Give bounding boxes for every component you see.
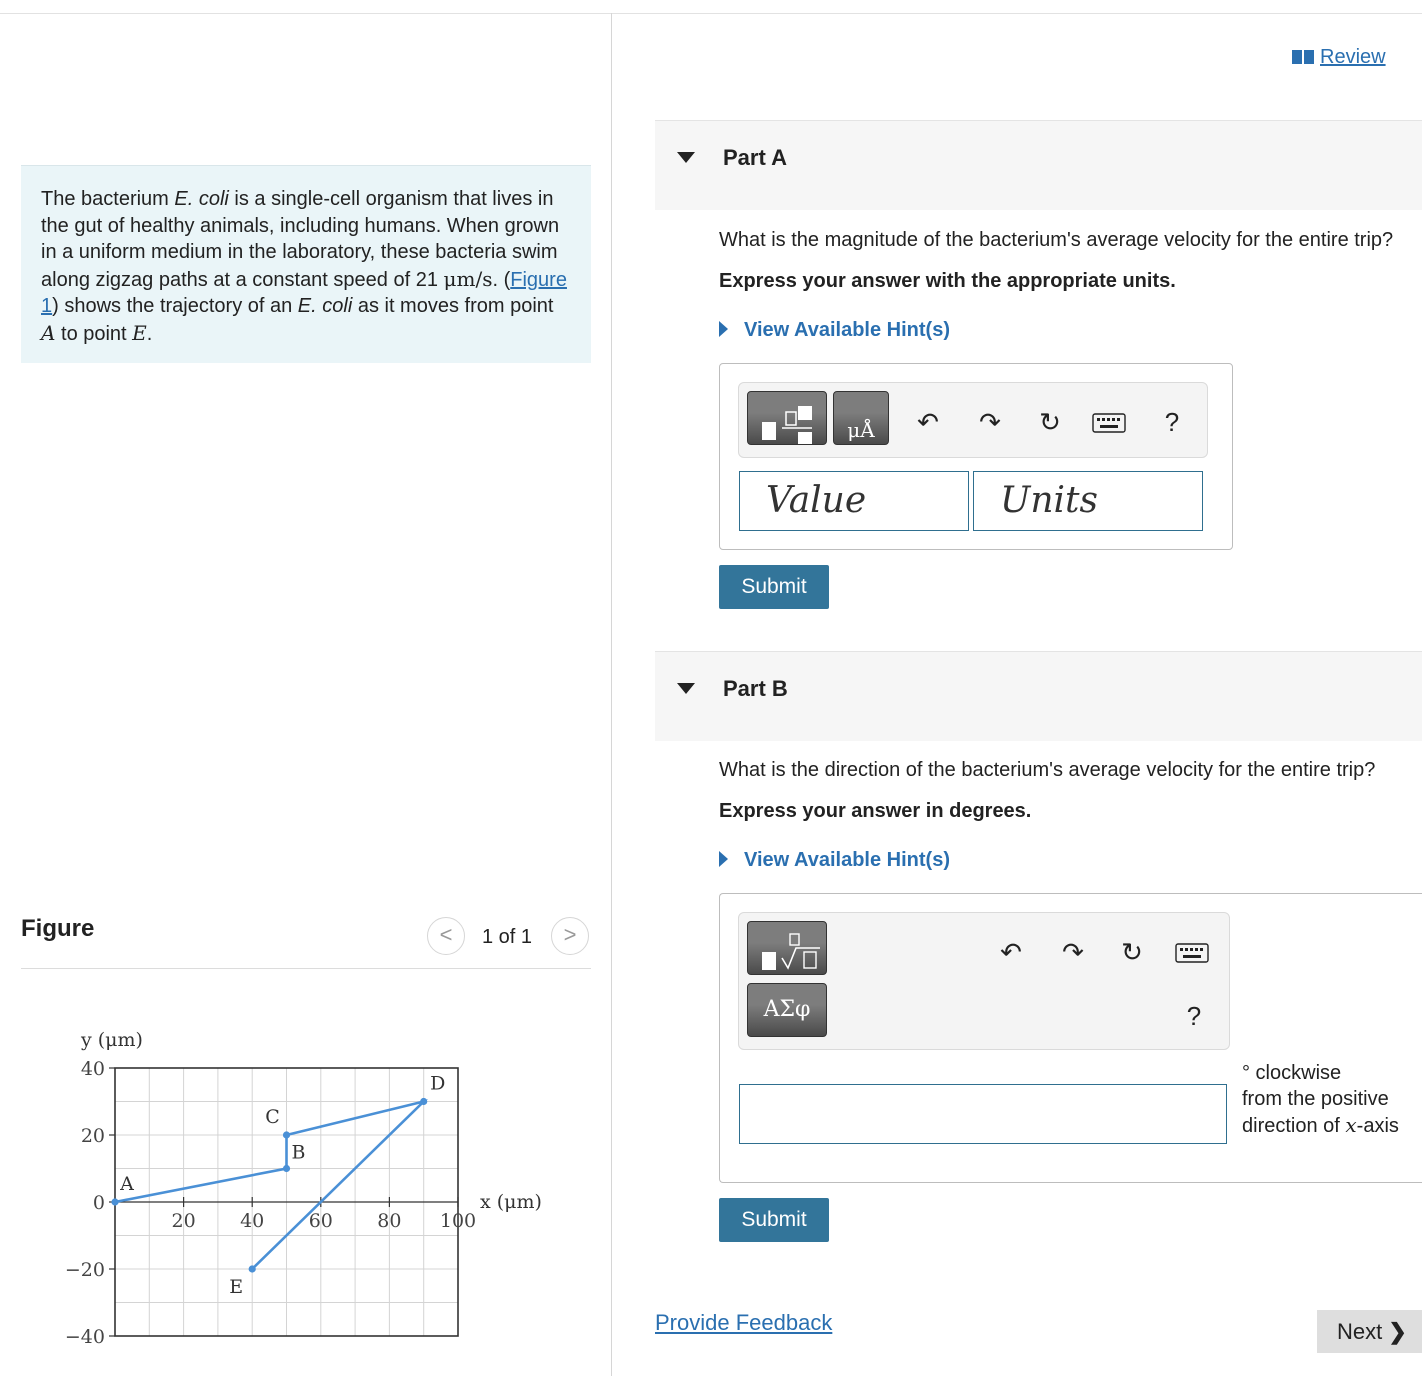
point-marker-b xyxy=(283,1165,290,1172)
units-button[interactable]: μÅ xyxy=(833,391,889,445)
problem-text-3: . ( xyxy=(492,268,511,291)
ecoli-term-2: E. coli xyxy=(297,295,353,317)
part-b-label: Part B xyxy=(723,676,788,701)
templates-button[interactable] xyxy=(747,921,827,975)
collapse-triangle-icon xyxy=(677,152,695,163)
problem-text-2: is a single-cell organism that lives in the gut of healthy animals, including humans. When grown in a uniform medium in the laboratory, these bacteria swim along zigzag paths at a constant speed of 21 xyxy=(41,188,560,291)
reset-icon[interactable]: ↻ xyxy=(1121,937,1143,967)
trajectory-chart xyxy=(60,1010,560,1350)
part-a-answer-box xyxy=(719,363,1233,550)
undo-icon[interactable]: ↶ xyxy=(917,407,939,437)
expand-triangle-icon xyxy=(719,851,728,867)
part-a-instruction: Express your answer with the appropriate units. xyxy=(719,270,1176,292)
next-label: Next xyxy=(1337,1319,1383,1344)
redo-icon[interactable]: ↷ xyxy=(979,407,1001,437)
figure-next-button[interactable]: > xyxy=(551,917,589,955)
units-line-3: -axis xyxy=(1356,1115,1399,1137)
reset-icon[interactable]: ↻ xyxy=(1039,407,1061,437)
part-b-hint-toggle[interactable] xyxy=(719,849,950,872)
point-marker-c xyxy=(283,1131,290,1138)
ecoli-term: E. coli xyxy=(174,188,229,210)
help-icon[interactable]: ? xyxy=(1164,407,1180,437)
units-line-1: clockwise xyxy=(1250,1062,1342,1084)
help-icon[interactable]: ? xyxy=(1186,1001,1202,1031)
provide-feedback-link[interactable]: Provide Feedback xyxy=(655,1310,833,1335)
part-a-submit-button[interactable]: Submit xyxy=(719,565,829,609)
figure-prev-button[interactable]: < xyxy=(427,917,465,955)
problem-statement xyxy=(21,165,591,363)
units-line-2: from the positive direction of xyxy=(1242,1088,1389,1137)
x-tick-label: 40 xyxy=(240,1210,265,1232)
next-button[interactable] xyxy=(1317,1310,1422,1353)
chart-series xyxy=(111,1073,445,1299)
keyboard-icon[interactable] xyxy=(1175,937,1209,967)
direction-input[interactable] xyxy=(739,1084,1227,1144)
problem-text-7: . xyxy=(146,322,153,345)
part-b-answer-box xyxy=(719,893,1422,1183)
part-a-header[interactable] xyxy=(655,120,1422,210)
part-a-hint-label: View Available Hint(s) xyxy=(744,319,950,341)
x-tick-label: 20 xyxy=(171,1210,196,1232)
problem-text-1: The bacterium xyxy=(41,188,175,210)
book-icon xyxy=(1292,50,1314,64)
panel-divider xyxy=(611,13,612,1376)
y-axis-label: y (μm) xyxy=(81,1029,143,1051)
point-label-c: C xyxy=(265,1106,280,1128)
point-label-e: E xyxy=(229,1276,244,1298)
templates-button[interactable] xyxy=(747,391,827,445)
review-link[interactable] xyxy=(1292,46,1386,69)
part-a-toolbar xyxy=(738,382,1208,458)
problem-text-6: to point xyxy=(55,322,133,345)
part-a-hint-toggle[interactable] xyxy=(719,319,950,342)
x-tick-label: 80 xyxy=(377,1210,402,1232)
point-e: E xyxy=(132,320,147,345)
y-tick-label: −20 xyxy=(64,1259,105,1281)
template-icon xyxy=(748,392,828,446)
top-border xyxy=(0,13,1422,14)
part-b-question: What is the direction of the bacterium's average velocity for the entire trip? xyxy=(719,759,1376,781)
problem-text-4: ) shows the trajectory of an xyxy=(52,295,298,317)
point-a: A xyxy=(41,320,56,345)
figure-link[interactable]: Figure 1 xyxy=(41,268,567,317)
part-b-hint-label: View Available Hint(s) xyxy=(744,849,950,871)
expand-triangle-icon xyxy=(719,321,728,337)
part-b-header[interactable] xyxy=(655,651,1422,741)
problem-text-5: as it moves from point xyxy=(352,295,554,317)
point-label-b: B xyxy=(291,1141,306,1164)
chevron-right-icon: ❯ xyxy=(1388,1319,1407,1344)
part-b-toolbar xyxy=(738,912,1230,1050)
x-tick-label: 100 xyxy=(439,1210,477,1232)
figure-title: Figure xyxy=(21,915,95,942)
figure-counter: 1 of 1 xyxy=(482,926,533,948)
keyboard-icon[interactable] xyxy=(1092,407,1126,437)
y-tick-label: 20 xyxy=(80,1125,105,1147)
units-input[interactable]: Units xyxy=(973,471,1203,531)
x-axis-label: x (μm) xyxy=(480,1191,542,1213)
figure-separator xyxy=(21,968,591,969)
speed-unit: μm/s xyxy=(443,266,493,291)
part-a-label: Part A xyxy=(723,145,787,170)
y-tick-label: 40 xyxy=(80,1058,105,1080)
part-b-instruction: Express your answer in degrees. xyxy=(719,800,1032,822)
redo-icon[interactable]: ↷ xyxy=(1062,937,1084,967)
point-marker-d xyxy=(420,1098,427,1105)
part-b-units-text xyxy=(1242,1060,1412,1139)
units-var: x xyxy=(1345,1113,1357,1137)
review-label: Review xyxy=(1320,46,1386,68)
y-tick-label: 0 xyxy=(92,1192,105,1214)
greek-letters-button[interactable]: ΑΣφ xyxy=(747,983,827,1037)
part-a-question: What is the magnitude of the bacterium's average velocity for the entire trip? xyxy=(719,229,1394,251)
point-marker-e xyxy=(249,1265,256,1272)
part-b-submit-button[interactable]: Submit xyxy=(719,1198,829,1242)
degree-symbol: ° xyxy=(1242,1062,1250,1084)
y-tick-label: −40 xyxy=(64,1326,105,1348)
point-marker-a xyxy=(111,1198,118,1205)
template-radical-icon xyxy=(748,922,828,976)
undo-icon[interactable]: ↶ xyxy=(1000,937,1022,967)
x-tick-label: 60 xyxy=(308,1210,333,1232)
point-label-d: D xyxy=(430,1072,446,1095)
value-input[interactable]: Value xyxy=(739,471,969,531)
point-label-a: A xyxy=(120,1173,134,1195)
collapse-triangle-icon xyxy=(677,683,695,694)
